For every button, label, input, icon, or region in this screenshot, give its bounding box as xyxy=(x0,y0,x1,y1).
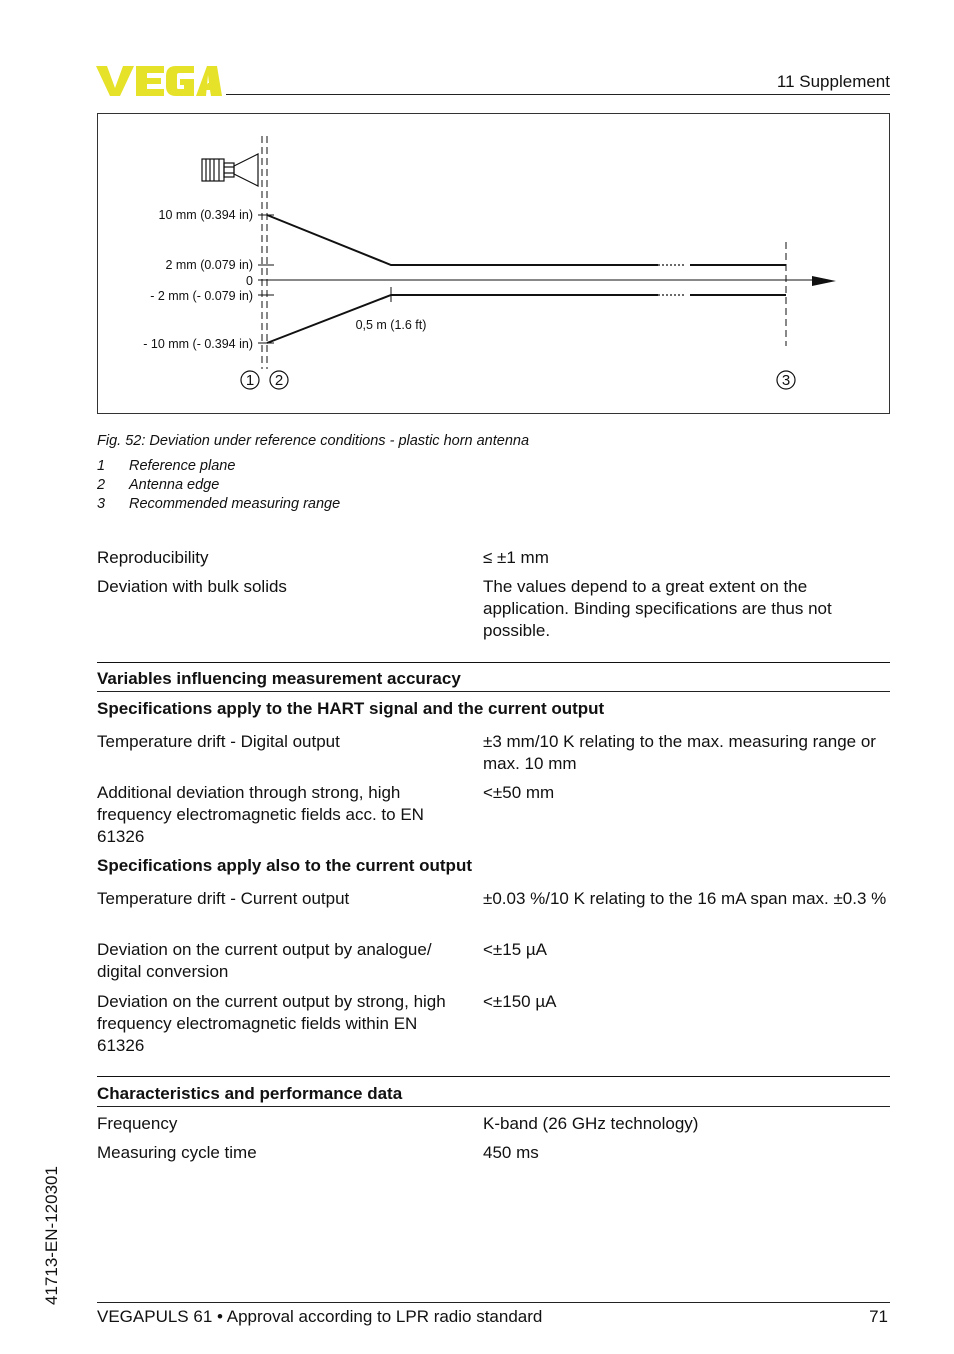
characteristics-heading: Characteristics and performance data xyxy=(97,1084,403,1103)
spec-row-frequency: Frequency K-band (26 GHz technology) xyxy=(97,1114,699,1133)
y-label-10mm: 10 mm (0.394 in) xyxy=(158,208,253,222)
document-code: 41713-EN-120301 xyxy=(42,1166,61,1305)
y-label-2mm: 2 mm (0.079 in) xyxy=(165,258,253,272)
horn-antenna-icon xyxy=(202,154,258,186)
legend-item: 3 Recommended measuring range xyxy=(97,496,341,512)
section-rule xyxy=(97,1106,890,1107)
marker-2: 2 xyxy=(274,372,284,389)
figure-legend xyxy=(97,458,340,515)
current-heading: Specifications apply also to the current output xyxy=(97,856,472,875)
header-rule xyxy=(226,94,890,95)
marker-3: 3 xyxy=(781,372,791,389)
spec-row-bulk-solids: Deviation with bulk solids The values depend to a great extent on the application. Binding specifications are thus not possible. xyxy=(97,577,832,640)
spec-row-conversion: Deviation on the current output by analogue/ digital conversion <±15 µA xyxy=(97,940,548,981)
y-label-zero: 0 xyxy=(246,274,253,288)
footer-title: VEGAPULS 61 • Approval according to LPR radio standard xyxy=(97,1307,543,1326)
spec-row-reproducibility: Reproducibility ≤ ±1 mm xyxy=(97,548,549,567)
spec-row-emc-current: Deviation on the current output by strong, high frequency electromagnetic fields within EN 61326 <±150 µA xyxy=(97,992,557,1055)
hart-heading: Specifications apply to the HART signal and the current output xyxy=(97,699,605,718)
axis-arrow xyxy=(812,276,836,286)
figure-caption: Fig. 52: Deviation under reference conditions - plastic horn antenna xyxy=(97,433,530,449)
y-label-minus-2mm: - 2 mm (- 0.079 in) xyxy=(150,289,253,303)
upper-deviation-curve xyxy=(267,215,658,265)
deviation-diagram xyxy=(98,114,889,413)
marker-1: 1 xyxy=(245,372,255,389)
section-rule xyxy=(97,1076,890,1077)
y-label-minus-10mm: - 10 mm (- 0.394 in) xyxy=(143,337,253,351)
spec-row-cycle-time: Measuring cycle time 450 ms xyxy=(97,1143,539,1162)
spec-row-temp-current: Temperature drift - Current output ±0.03 %/10 K relating to the 16 mA span max. ±0.3 % xyxy=(97,889,887,908)
section-rule xyxy=(97,662,890,663)
variables-heading: Variables influencing measurement accuracy xyxy=(97,669,461,688)
section-rule xyxy=(97,691,890,692)
spec-row-temp-digital: Temperature drift - Digital output ±3 mm/10 K relating to the max. measuring range or max. 10 mm xyxy=(97,732,876,773)
x-label-distance: 0,5 m (1.6 ft) xyxy=(355,318,427,332)
spec-row-emc-digital: Additional deviation through strong, high frequency electromagnetic fields acc. to EN 61326 <±50 mm xyxy=(97,783,555,846)
legend-item: 2 Antenna edge xyxy=(97,477,220,493)
deviation-figure xyxy=(97,113,890,414)
section-title: 11 Supplement xyxy=(776,72,890,91)
page-number: 71 xyxy=(869,1307,888,1326)
lower-deviation-curve xyxy=(267,295,658,343)
footer-rule xyxy=(97,1302,890,1303)
vega-logo xyxy=(96,62,222,100)
legend-item: 1 Reference plane xyxy=(97,458,236,474)
